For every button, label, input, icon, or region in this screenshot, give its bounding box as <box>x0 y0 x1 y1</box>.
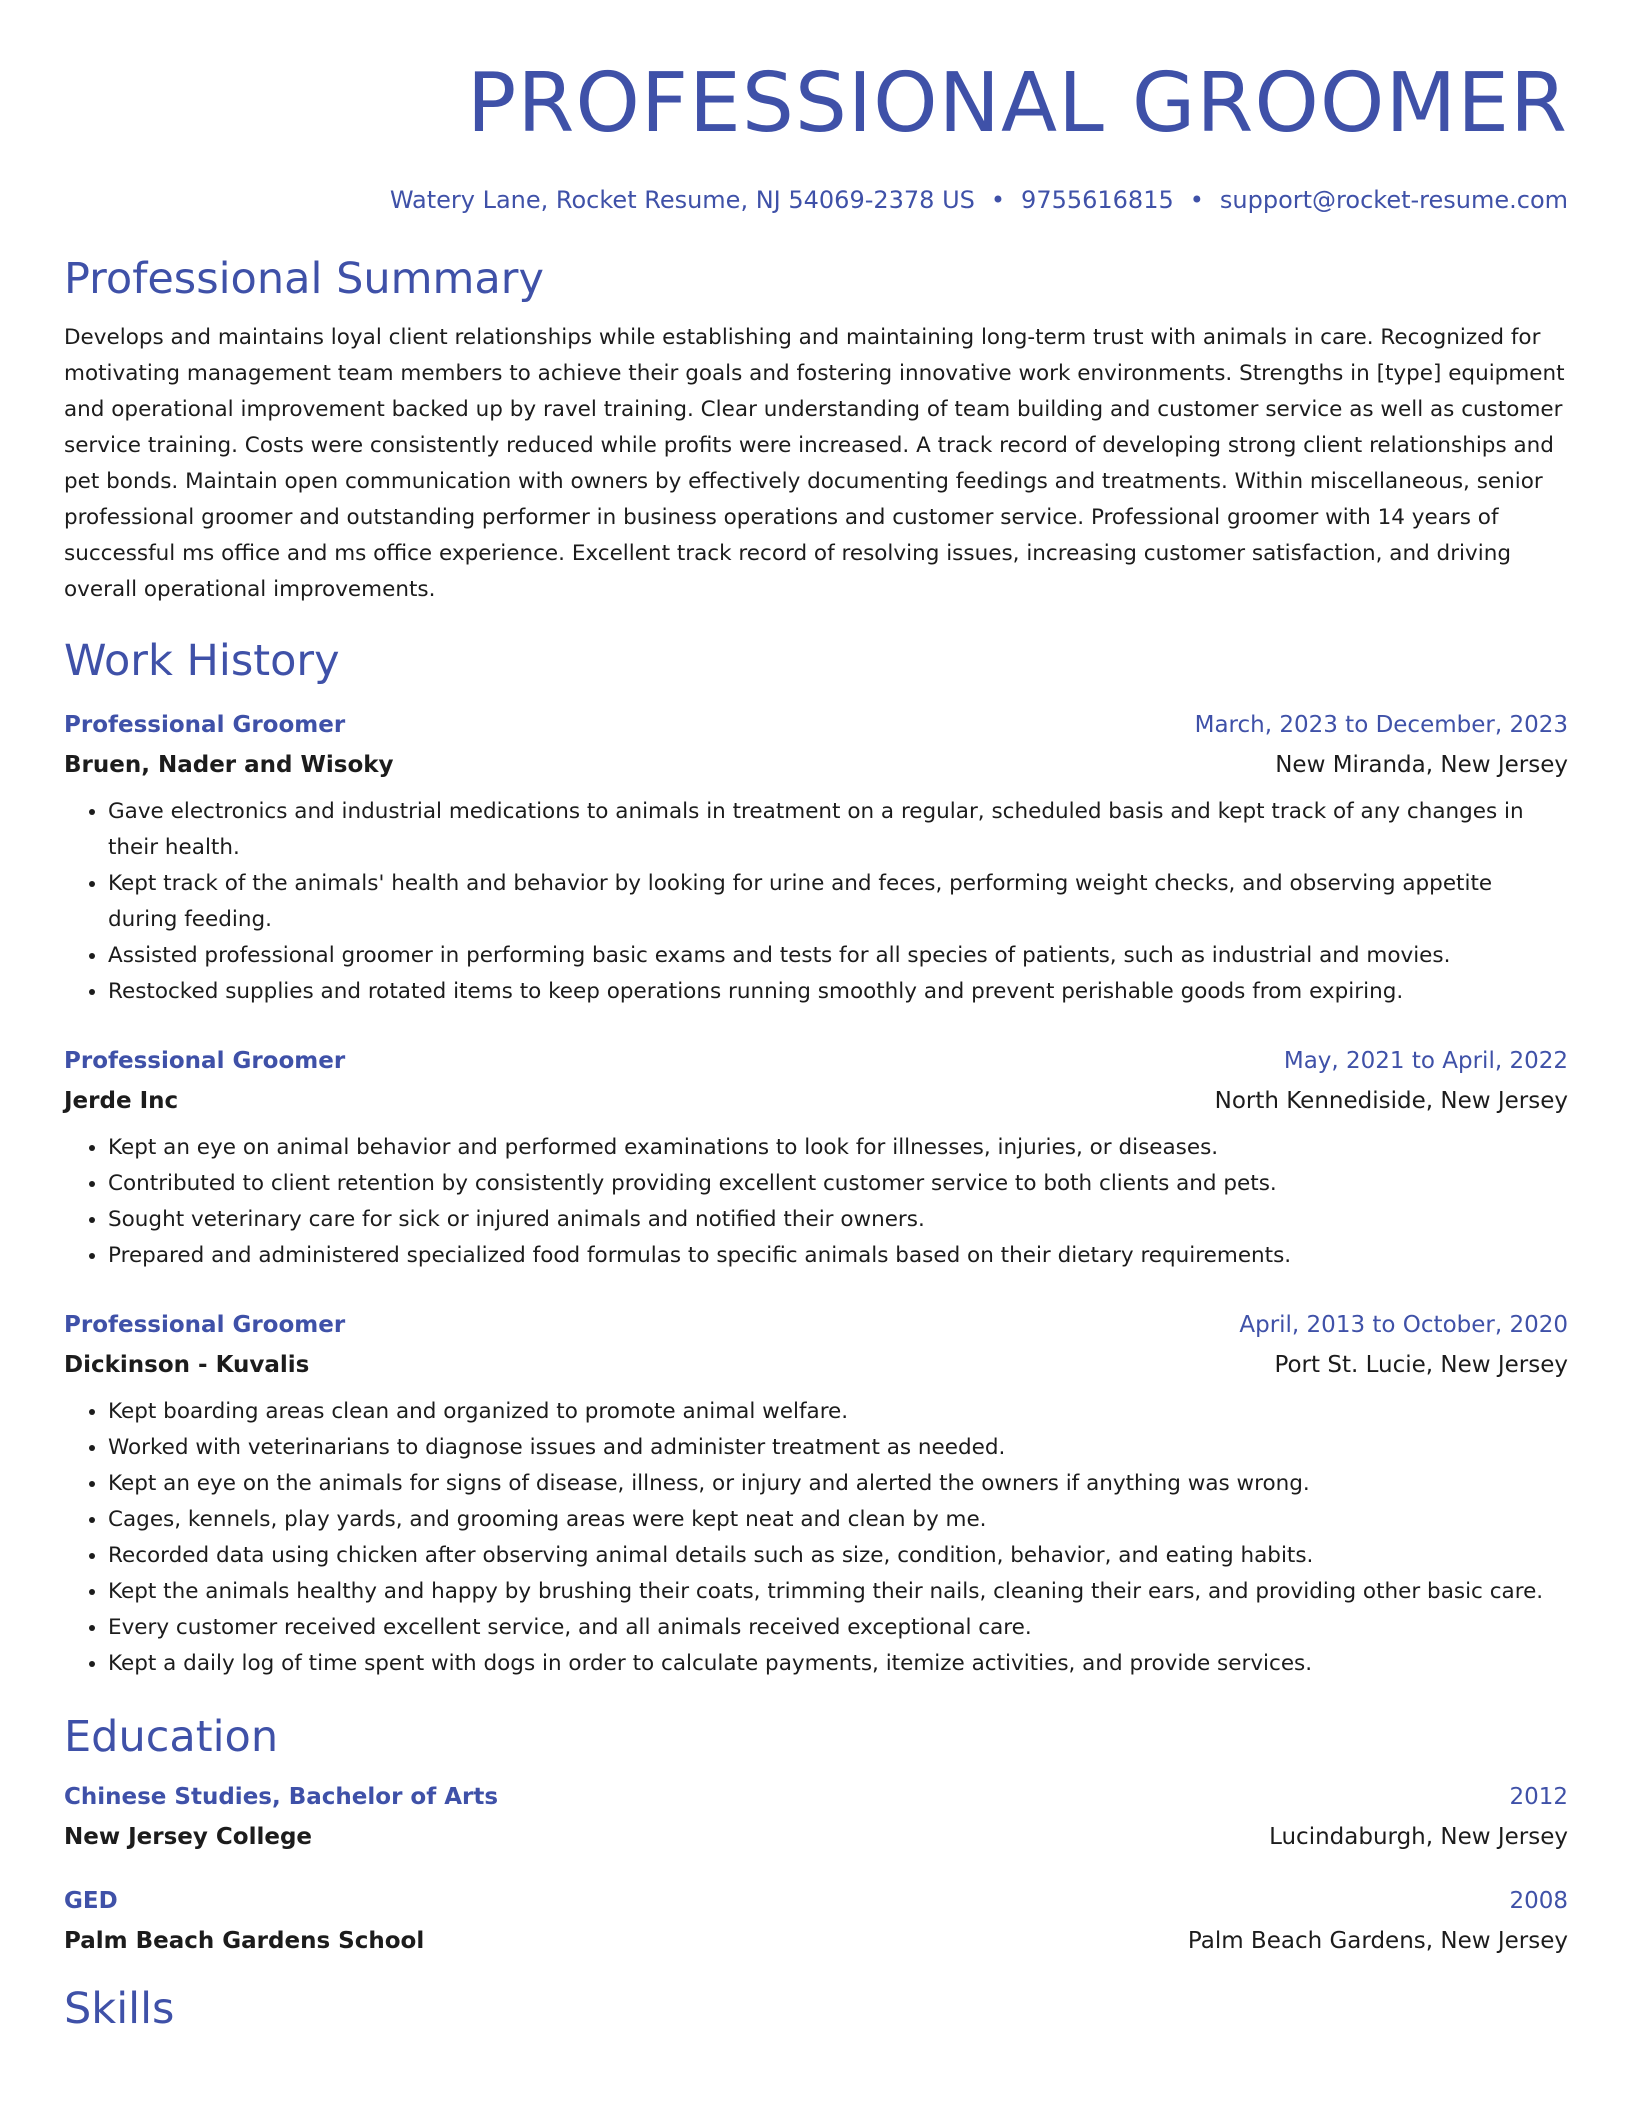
page-title: PROFESSIONAL GROOMER <box>466 56 1568 151</box>
resume-header <box>64 0 1568 214</box>
job-company-row <box>64 1350 1568 1380</box>
list-item: • Recorded data using chicken after observing animal details such as size, condition, behavior, and eating habits. <box>108 1538 1568 1574</box>
education-year: 2012 <box>1509 1784 1568 1810</box>
separator-dot: • <box>1189 186 1204 214</box>
section-title-skills: Skills <box>64 1984 175 2034</box>
list-item: • Kept track of the animals' health and behavior by looking for urine and feces, performing weight checks, and observing appetite during feeding. <box>108 866 1568 938</box>
education-header-row <box>64 1886 1568 1916</box>
job-bullets <box>64 794 1568 1010</box>
job-bullets <box>64 1394 1568 1682</box>
list-item: • Every customer received excellent service, and all animals received exceptional care. <box>108 1610 1568 1646</box>
job-header-row <box>64 1046 1568 1076</box>
list-item: • Kept boarding areas clean and organized to promote animal welfare. <box>108 1394 1568 1430</box>
separator-dot: • <box>990 186 1006 214</box>
job-entry <box>64 1046 1568 1274</box>
job-location: North Kennediside, New Jersey <box>1214 1088 1568 1114</box>
section-title-work-history: Work History <box>64 636 340 686</box>
job-company: Dickinson - Kuvalis <box>64 1352 310 1378</box>
job-company: Jerde Inc <box>64 1088 179 1114</box>
education-section <box>64 1710 1568 1956</box>
list-item: • Kept an eye on the animals for signs of disease, illness, or injury and alerted the owners if anything was wrong. <box>108 1466 1568 1502</box>
list-item: • Cages, kennels, play yards, and grooming areas were kept neat and clean by me. <box>108 1502 1568 1538</box>
education-degree: GED <box>64 1888 118 1914</box>
education-degree: Chinese Studies, Bachelor of Arts <box>64 1784 499 1810</box>
work-history-section <box>64 634 1568 1682</box>
job-company-row <box>64 750 1568 780</box>
list-item: • Restocked supplies and rotated items to keep operations running smoothly and prevent perishable goods from expiring. <box>108 974 1568 1010</box>
summary-text: Develops and maintains loyal client relationships while establishing and maintaining long-term trust with animals in care. Recognized for motivating management team members to achieve their goals and fostering innovative work environments. Strengths in [type] equipment and operational improvement backed up by ravel training. Clear understanding of team building and customer service as well as customer service training. Costs were consistently reduced while profits were increased. A track record of developing strong client relationships and pet bonds. Maintain open communication with owners by effectively documenting feedings and treatments. Within miscellaneous, senior professional groomer and outstanding performer in business operations and customer service. Professional groomer with 14 years of successful ms office and ms office experience. Excellent track record of resolving issues, increasing customer satisfaction, and driving overall operational improvements. <box>64 325 1565 602</box>
job-dates: April, 2013 to October, 2020 <box>1239 1312 1568 1338</box>
job-entry <box>64 1310 1568 1682</box>
education-school: Palm Beach Gardens School <box>64 1928 425 1954</box>
contact-line <box>64 186 1568 214</box>
education-school-row <box>64 1822 1568 1852</box>
education-header-row <box>64 1782 1568 1812</box>
education-entry <box>64 1782 1568 1852</box>
job-entry <box>64 710 1568 1010</box>
address: Watery Lane, Rocket Resume, NJ 54069-2378 US <box>389 186 975 214</box>
section-title-summary: Professional Summary <box>64 254 544 304</box>
job-location: Port St. Lucie, New Jersey <box>1274 1352 1568 1378</box>
job-role: Professional Groomer <box>64 1312 346 1338</box>
job-dates: March, 2023 to December, 2023 <box>1194 712 1568 738</box>
job-bullets <box>64 1130 1568 1274</box>
job-location: New Miranda, New Jersey <box>1275 752 1568 778</box>
list-item: • Sought veterinary care for sick or injured animals and notified their owners. <box>108 1202 1568 1238</box>
list-item: • Contributed to client retention by consistently providing excellent customer service to both clients and pets. <box>108 1166 1568 1202</box>
list-item: • Prepared and administered specialized food formulas to specific animals based on their dietary requirements. <box>108 1238 1568 1274</box>
job-role: Professional Groomer <box>64 1048 346 1074</box>
job-company: Bruen, Nader and Wisoky <box>64 752 394 778</box>
list-item: • Worked with veterinarians to diagnose issues and administer treatment as needed. <box>108 1430 1568 1466</box>
education-school-row <box>64 1926 1568 1956</box>
education-school: New Jersey College <box>64 1824 313 1850</box>
education-location: Palm Beach Gardens, New Jersey <box>1187 1928 1568 1954</box>
list-item: • Kept a daily log of time spent with dogs in order to calculate payments, itemize activities, and provide services. <box>108 1646 1568 1682</box>
list-item: • Kept the animals healthy and happy by brushing their coats, trimming their nails, cleaning their ears, and providing other basic care. <box>108 1574 1568 1610</box>
phone: 9755616815 <box>1021 186 1174 214</box>
education-entry <box>64 1886 1568 1956</box>
job-header-row <box>64 710 1568 740</box>
job-company-row <box>64 1086 1568 1116</box>
job-role: Professional Groomer <box>64 712 346 738</box>
job-header-row <box>64 1310 1568 1340</box>
education-year: 2008 <box>1509 1888 1568 1914</box>
list-item: • Assisted professional groomer in performing basic exams and tests for all species of patients, such as industrial and movies. <box>108 938 1568 974</box>
skills-section <box>64 1982 1568 2036</box>
email-link[interactable]: support@rocket-resume.com <box>1219 186 1568 214</box>
summary-section <box>64 252 1568 608</box>
job-dates: May, 2021 to April, 2022 <box>1283 1048 1568 1074</box>
list-item: • Gave electronics and industrial medications to animals in treatment on a regular, scheduled basis and kept track of any changes in their health. <box>108 794 1568 866</box>
education-location: Lucindaburgh, New Jersey <box>1269 1824 1568 1850</box>
list-item: • Kept an eye on animal behavior and performed examinations to look for illnesses, injuries, or diseases. <box>108 1130 1568 1166</box>
section-title-education: Education <box>64 1712 279 1762</box>
